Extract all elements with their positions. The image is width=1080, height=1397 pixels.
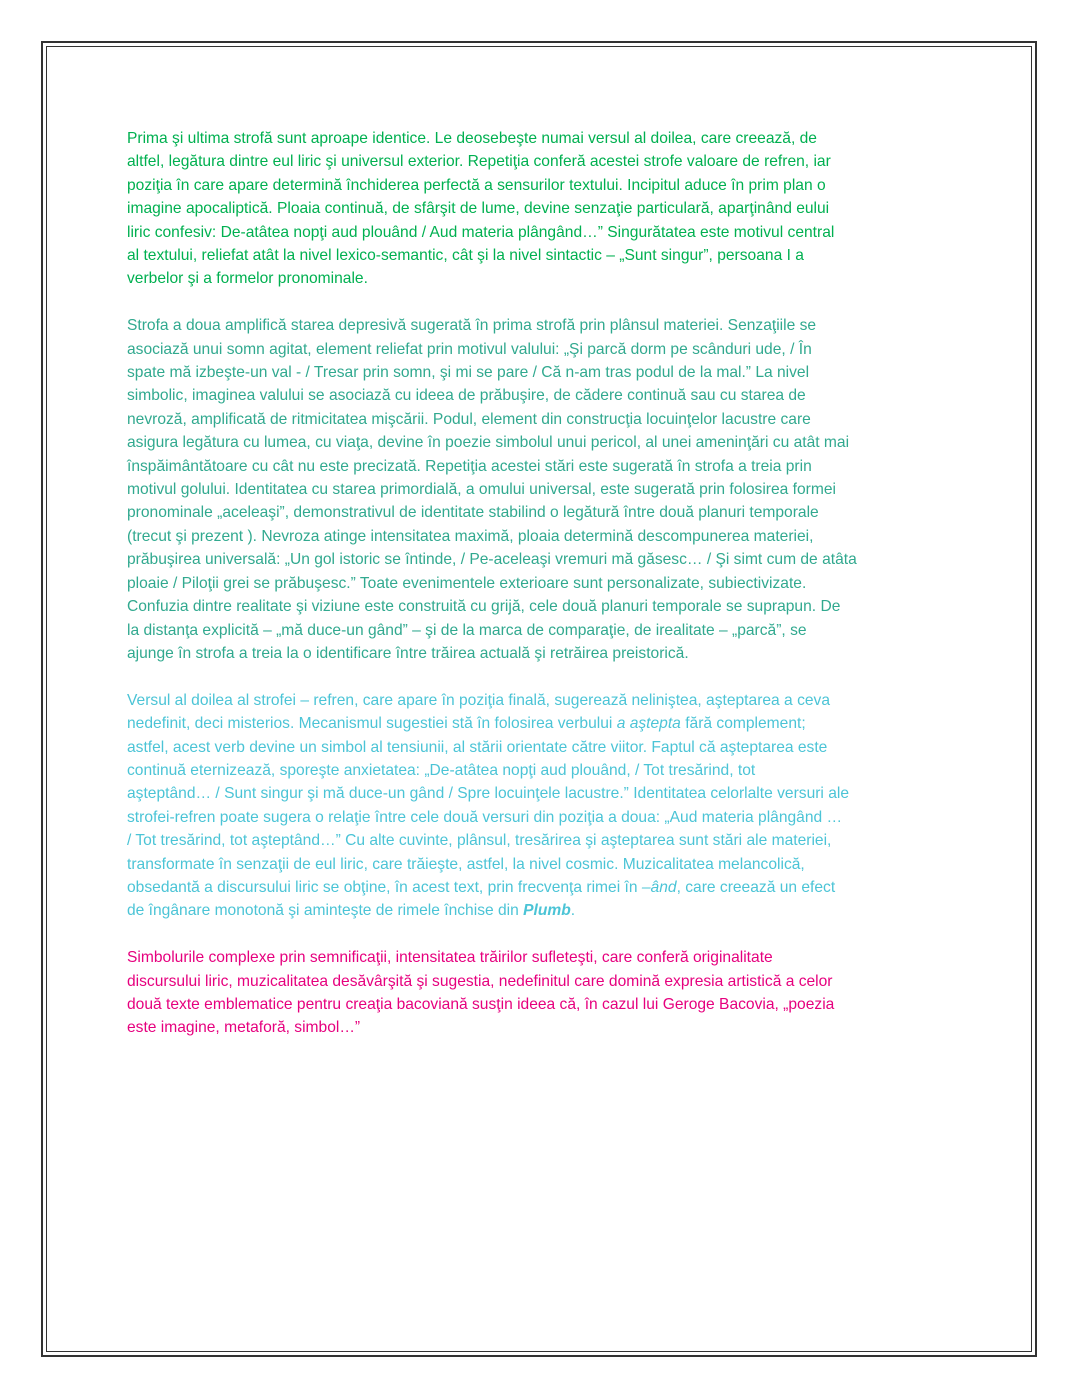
document-body xyxy=(127,127,957,1063)
refrain-text-part3: , care creează un efect de îngânare monotonă şi aminteşte de rimele închise din xyxy=(127,878,836,920)
refrain-text-part4: . xyxy=(570,902,576,920)
refrain-italic-verb: a aştepta xyxy=(616,715,681,733)
refrain-italic-rhyme: –ând xyxy=(641,878,677,896)
refrain-text-part2: fără complement; astfel, acest verb devine un simbol al tensiunii, al stării orientate către viitor. Faptul că aşteptarea este continuă eternizează, sporeşte anxietatea: „De-atâtea nopţi aud plouând, / Tot tresărind, tot aşteptând… / Sunt singur şi mă duce-un gând / Spre locuinţele lacustre.” Identitatea celorlalte versuri ale strofei-refren poate sugera o relaţie între cele două versuri din poziţia a doua: „Aud materia plângând … / Tot tresărind, tot aşteptând…” Cu alte cuvinte, plânsul, tresărirea şi aşteptarea sunt stări ale materiei, transformate în senzaţii de eul liric, care trăieşte, astfel, la nivel cosmic. Muzicalitatea melancolică, obsedantă a discursului liric se obţine, în acest text, prin frecvenţa rimei în xyxy=(127,715,850,896)
refrain-text-part1: Versul al doilea al strofei – refren, care apare în poziţia finală, sugerează neliniştea, aşteptarea a ceva nedefinit, deci misterios. Mecanismul sugestiei stă în folosirea verbului xyxy=(127,691,831,733)
paragraph-second-strophe: Strofa a doua amplifică starea depresivă sugerată în prima strofă prin plânsul materiei. Senzaţiile se asociază unui somn agitat, element reliefat prin motivul valului: „Şi parcă dorm pe scânduri ude, / În spate mă izbeşte-un val - / Tresar prin somn, şi mi se pare / Că n-am tras podul de la mal.” La nivel simbolic, imaginea valului se asociază cu ideea de prăbuşire, de cădere continuă sau cu starea de nevroză, amplificată de ritmicitatea mişcării. Podul, element din construcţia locuinţelor lacustre care asigura legătura cu lumea, cu viaţa, devine în poezie simbolul unui pericol, al unei ameninţări cu atât mai înspăimântătoare cu cât nu este precizată. Repetiţia acestei stări este sugerată în strofa a treia prin motivul golului. Identitatea cu starea primordială, a omului universal, este sugerată prin folosirea formei pronominale „aceleaşi”, demonstrativul de identitate stabilind o legătură între două planuri temporale (trecut şi prezent ). Nevroza atinge intensitatea maximă, ploaia determină descompunerea materiei, prăbuşirea universală: „Un gol istoric se întinde, / Pe-aceleaşi vremuri mă găsesc… / Şi simt cum de atâta ploaie / Piloţii grei se prăbuşesc.” Toate evenimentele exterioare sunt personalizate, subiectivizate. Confuzia dintre realitate şi viziune este construită cu grijă, cele două planuri temporale se suprapun. De la distanţa explicită – „mă duce-un gând” – şi de la marca de comparaţie, de irealitate – „parcă”, se ajunge în strofa a treia la o identificare între trăirea actuală şi retrăirea preistorică. xyxy=(127,317,857,662)
paragraph-first-last-strophe: Prima şi ultima strofă sunt aproape identice. Le deosebeşte numai versul al doilea, care creează, de altfel, legătura dintre eul liric şi universul exterior. Repetiţia conferă acestei strofe valoare de refren, iar poziţia în care apare determină închiderea perfectă a sensurilor textului. Incipitul aduce în prim plan o imagine apocaliptică. Ploaia continuă, de sfârşit de lume, devine senzaţie particulară, aparţinând eului liric confesiv: De-atâtea nopţi aud plouând / Aud materia plângând…” Singurătatea este motivul central al textului, reliefat atât la nivel lexico-semantic, cât şi la nivel sintactic – „Sunt singur”, persoana I a verbelor şi a formelor pronominale. xyxy=(127,130,835,288)
refrain-plumb-title: Plumb xyxy=(523,902,571,920)
paragraph-refrain-verse xyxy=(127,689,957,923)
paragraph-conclusion: Simbolurile complexe prin semnificaţii, intensitatea trăirilor sufleteşti, care conferă originalitate discursului liric, muzicalitatea desăvârşită şi sugestia, nedefinitul care domină expresia artistică a celor două texte emblematice pentru creaţia bacoviană susţin ideea că, în cazul lui Geroge Bacovia, „poezia este imagine, metaforă, simbol…” xyxy=(127,949,835,1037)
